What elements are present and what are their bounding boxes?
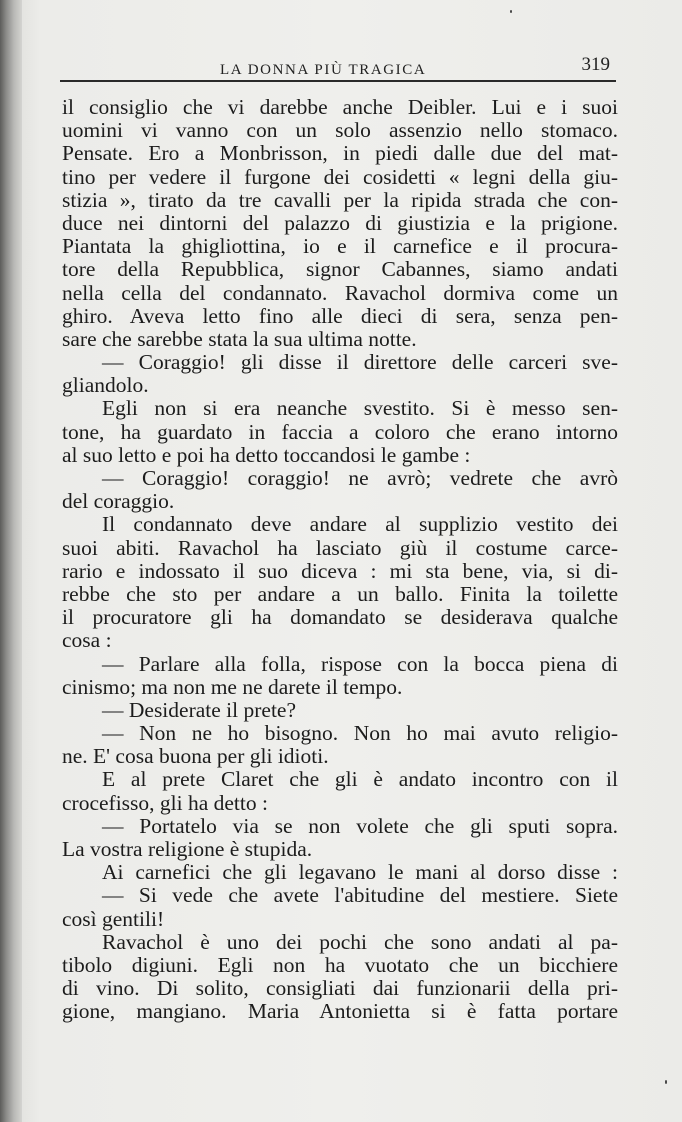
text-line: del coraggio. xyxy=(62,489,175,514)
text-line: — Parlare alla folla, rispose con la bocca piena di xyxy=(102,651,618,676)
text-line: E al prete Claret che gli è andato incontro con il xyxy=(102,767,618,792)
text-line: — Coraggio! coraggio! ne avrò; vedrete che avrò xyxy=(102,466,618,490)
print-speck xyxy=(665,1080,667,1084)
text-line: — Desiderate il prete? xyxy=(102,697,297,722)
text-line: ne. E' cosa buona per gli idioti. xyxy=(62,744,329,769)
text-line: tore della Repubblica, signor Cabannes, siamo andati xyxy=(62,257,618,282)
text-line: tibolo digiuni. Egli non ha vuotato che un bicchiere xyxy=(62,952,618,977)
text-line: nella cella del condannato. Ravachol dormiva come un xyxy=(62,280,618,305)
text-line: tone, ha guardato in faccia a coloro che erano intorno xyxy=(62,419,618,444)
page-header xyxy=(60,50,616,86)
text-line: ghiro. Aveva letto fino alle dieci di sera, senza pen- xyxy=(62,303,618,328)
text-line: Piantata la ghigliottina, io e il carnefice e il procura- xyxy=(62,234,618,259)
book-spine-shadow xyxy=(0,0,22,1122)
text-line: suoi abiti. Ravachol ha lasciato giù il costume carce- xyxy=(62,535,618,560)
print-speck xyxy=(510,10,512,13)
text-line: Ravachol è uno dei pochi che sono andati al pa- xyxy=(102,929,618,954)
text-line: Il condannato deve andare al supplizio vestito dei xyxy=(102,512,618,537)
text-line: Ai carnefici che gli legavano le mani al dorso disse : xyxy=(102,860,618,885)
text-line: Pensate. Ero a Monbrisson, in piedi dalle due del mat- xyxy=(62,141,618,166)
text-line: rebbe che sto per andare a un ballo. Finita la toilette xyxy=(62,581,618,606)
page-number: 319 xyxy=(581,54,610,75)
text-line: — Portatelo via se non volete che gli sputi sopra. xyxy=(102,813,618,838)
body-text xyxy=(62,96,618,1024)
text-line: Egli non si era neanche svestito. Si è messo sen- xyxy=(102,396,618,421)
text-line: di vino. Di solito, consigliati dai funzionarii della pri- xyxy=(62,976,618,1001)
text-line: stizia », tirato da tre cavalli per la ripida strada che con- xyxy=(62,187,618,212)
text-line: al suo letto e poi ha detto toccandosi le gambe : xyxy=(62,442,471,467)
text-line: gliandolo. xyxy=(62,373,149,398)
text-line: crocefisso, gli ha detto : xyxy=(62,790,268,815)
header-rule xyxy=(60,80,616,82)
text-line: uomini vi vanno con un solo assenzio nello stomaco. xyxy=(62,118,618,143)
text-line: — Si vede che avete l'abitudine del mestiere. Siete xyxy=(102,883,618,908)
text-line: gione, mangiano. Maria Antonietta si è fatta portare xyxy=(62,999,618,1024)
text-line: — Coraggio! gli disse il direttore delle carceri sve- xyxy=(102,350,618,375)
text-line: cinismo; ma non me ne darete il tempo. xyxy=(62,674,403,699)
text-line: sare che sarebbe stata la sua ultima notte. xyxy=(62,326,417,351)
text-line: tino per vedere il furgone dei cosidetti « legni della giu- xyxy=(62,164,618,189)
text-line: il consiglio che vi darebbe anche Deibler. Lui e i suoi xyxy=(62,95,618,119)
text-line: duce nei dintorni del palazzo di giustizia e la prigione. xyxy=(62,210,618,235)
text-line: — Non ne ho bisogno. Non ho mai avuto religio- xyxy=(102,721,618,746)
text-line: cosa : xyxy=(62,628,112,653)
text-line: il procuratore gli ha domandato se desiderava qualche xyxy=(62,605,618,630)
running-title: LA DONNA PIÙ TRAGICA xyxy=(220,62,427,78)
text-line: così gentili! xyxy=(62,906,165,931)
text-line: rario e indossato il suo diceva : mi sta bene, via, si di- xyxy=(62,558,618,583)
text-line: La vostra religione è stupida. xyxy=(62,837,313,861)
